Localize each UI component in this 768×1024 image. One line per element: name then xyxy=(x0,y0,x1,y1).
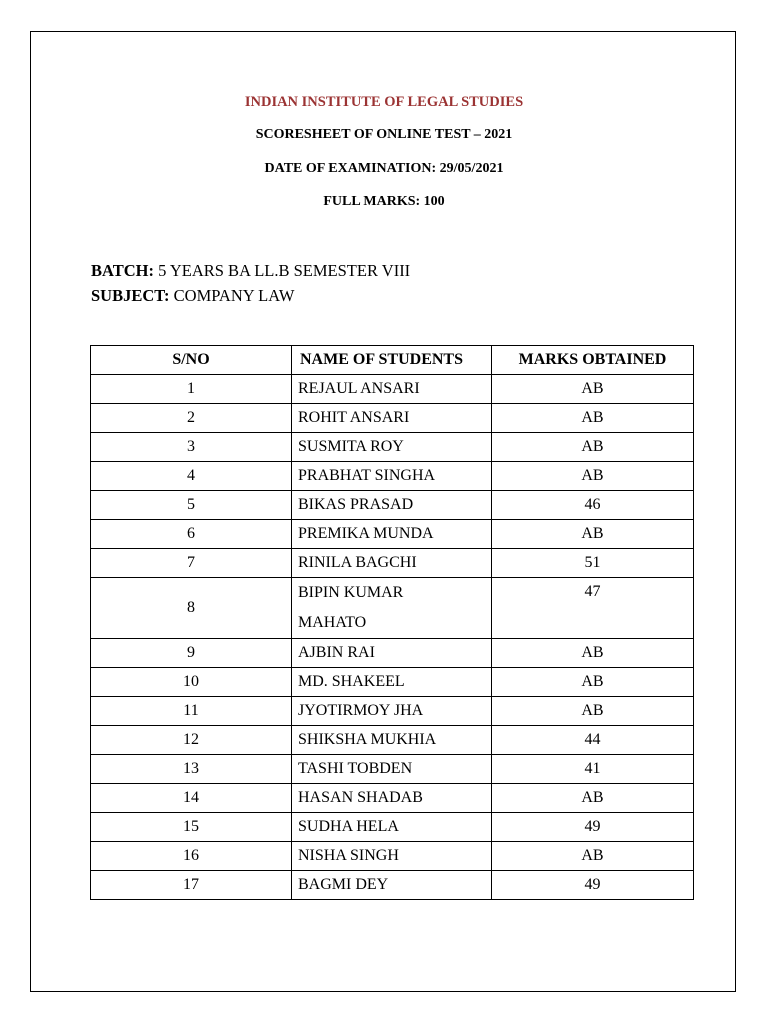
cell-name: PREMIKA MUNDA xyxy=(292,520,492,549)
table-row xyxy=(91,871,694,900)
cell-name: SHIKSHA MUKHIA xyxy=(292,726,492,755)
table-row xyxy=(91,726,694,755)
cell-name: PRABHAT SINGHA xyxy=(292,462,492,491)
table-header-row xyxy=(91,346,694,375)
cell-marks: AB xyxy=(492,404,694,433)
table-row xyxy=(91,842,694,871)
cell-marks: 51 xyxy=(492,549,694,578)
cell-name: TASHI TOBDEN xyxy=(292,755,492,784)
scoresheet-title: SCORESHEET OF ONLINE TEST – 2021 xyxy=(255,127,513,142)
cell-sno: 13 xyxy=(91,755,292,784)
cell-name: AJBIN RAI xyxy=(292,639,492,668)
cell-name: NISHA SINGH xyxy=(292,842,492,871)
cell-sno: 10 xyxy=(91,668,292,697)
table-row xyxy=(91,549,694,578)
cell-sno: 12 xyxy=(91,726,292,755)
table-row xyxy=(91,639,694,668)
table-row xyxy=(91,813,694,842)
cell-marks: AB xyxy=(492,520,694,549)
batch-label: BATCH: xyxy=(91,261,154,280)
cell-name: HASAN SHADAB xyxy=(292,784,492,813)
table-row xyxy=(91,578,694,639)
table-row xyxy=(91,697,694,726)
cell-marks: AB xyxy=(492,697,694,726)
cell-sno: 11 xyxy=(91,697,292,726)
cell-sno: 1 xyxy=(91,375,292,404)
subject-line xyxy=(91,286,294,306)
cell-name: MD. SHAKEEL xyxy=(292,668,492,697)
scores-table xyxy=(90,345,694,900)
cell-marks: AB xyxy=(492,433,694,462)
cell-marks: AB xyxy=(492,842,694,871)
table-row xyxy=(91,755,694,784)
cell-name: RINILA BAGCHI xyxy=(292,549,492,578)
cell-sno: 9 xyxy=(91,639,292,668)
table-row xyxy=(91,462,694,491)
cell-marks: AB xyxy=(492,639,694,668)
cell-sno: 4 xyxy=(91,462,292,491)
table-row xyxy=(91,491,694,520)
cell-marks: AB xyxy=(492,375,694,404)
cell-name: SUDHA HELA xyxy=(292,813,492,842)
cell-name-line2: MAHATO xyxy=(298,614,367,631)
table-row xyxy=(91,433,694,462)
cell-sno: 15 xyxy=(91,813,292,842)
cell-name: BIKAS PRASAD xyxy=(292,491,492,520)
cell-sno: 8 xyxy=(91,578,292,639)
table-row xyxy=(91,404,694,433)
table-row xyxy=(91,784,694,813)
header-name: NAME OF STUDENTS xyxy=(292,346,492,375)
cell-name-line1: BIPIN KUMAR xyxy=(298,584,404,601)
cell-marks: 46 xyxy=(492,491,694,520)
cell-sno: 6 xyxy=(91,520,292,549)
cell-sno: 5 xyxy=(91,491,292,520)
table-row xyxy=(91,375,694,404)
cell-name: REJAUL ANSARI xyxy=(292,375,492,404)
subject-value: COMPANY LAW xyxy=(169,286,295,305)
table-row xyxy=(91,520,694,549)
subject-label: SUBJECT: xyxy=(91,286,170,305)
cell-name: BAGMI DEY xyxy=(292,871,492,900)
cell-marks: AB xyxy=(492,462,694,491)
cell-marks: 41 xyxy=(492,755,694,784)
full-marks: FULL MARKS: 100 xyxy=(323,194,445,209)
batch-value: 5 YEARS BA LL.B SEMESTER VIII xyxy=(153,261,411,280)
cell-sno: 3 xyxy=(91,433,292,462)
batch-line xyxy=(91,261,410,281)
cell-sno: 16 xyxy=(91,842,292,871)
header-sno: S/NO xyxy=(91,346,292,375)
cell-marks: 49 xyxy=(492,813,694,842)
cell-sno: 2 xyxy=(91,404,292,433)
cell-name: SUSMITA ROY xyxy=(292,433,492,462)
table-row xyxy=(91,668,694,697)
cell-sno: 7 xyxy=(91,549,292,578)
cell-name xyxy=(292,578,492,639)
cell-name: JYOTIRMOY JHA xyxy=(292,697,492,726)
header-marks: MARKS OBTAINED xyxy=(492,346,694,375)
cell-marks: 44 xyxy=(492,726,694,755)
institute-name: INDIAN INSTITUTE OF LEGAL STUDIES xyxy=(244,94,524,110)
cell-sno: 17 xyxy=(91,871,292,900)
exam-date: DATE OF EXAMINATION: 29/05/2021 xyxy=(264,161,504,176)
cell-marks: AB xyxy=(492,784,694,813)
cell-marks: 47 xyxy=(492,578,694,639)
cell-sno: 14 xyxy=(91,784,292,813)
cell-marks: 49 xyxy=(492,871,694,900)
cell-name: ROHIT ANSARI xyxy=(292,404,492,433)
cell-marks: AB xyxy=(492,668,694,697)
